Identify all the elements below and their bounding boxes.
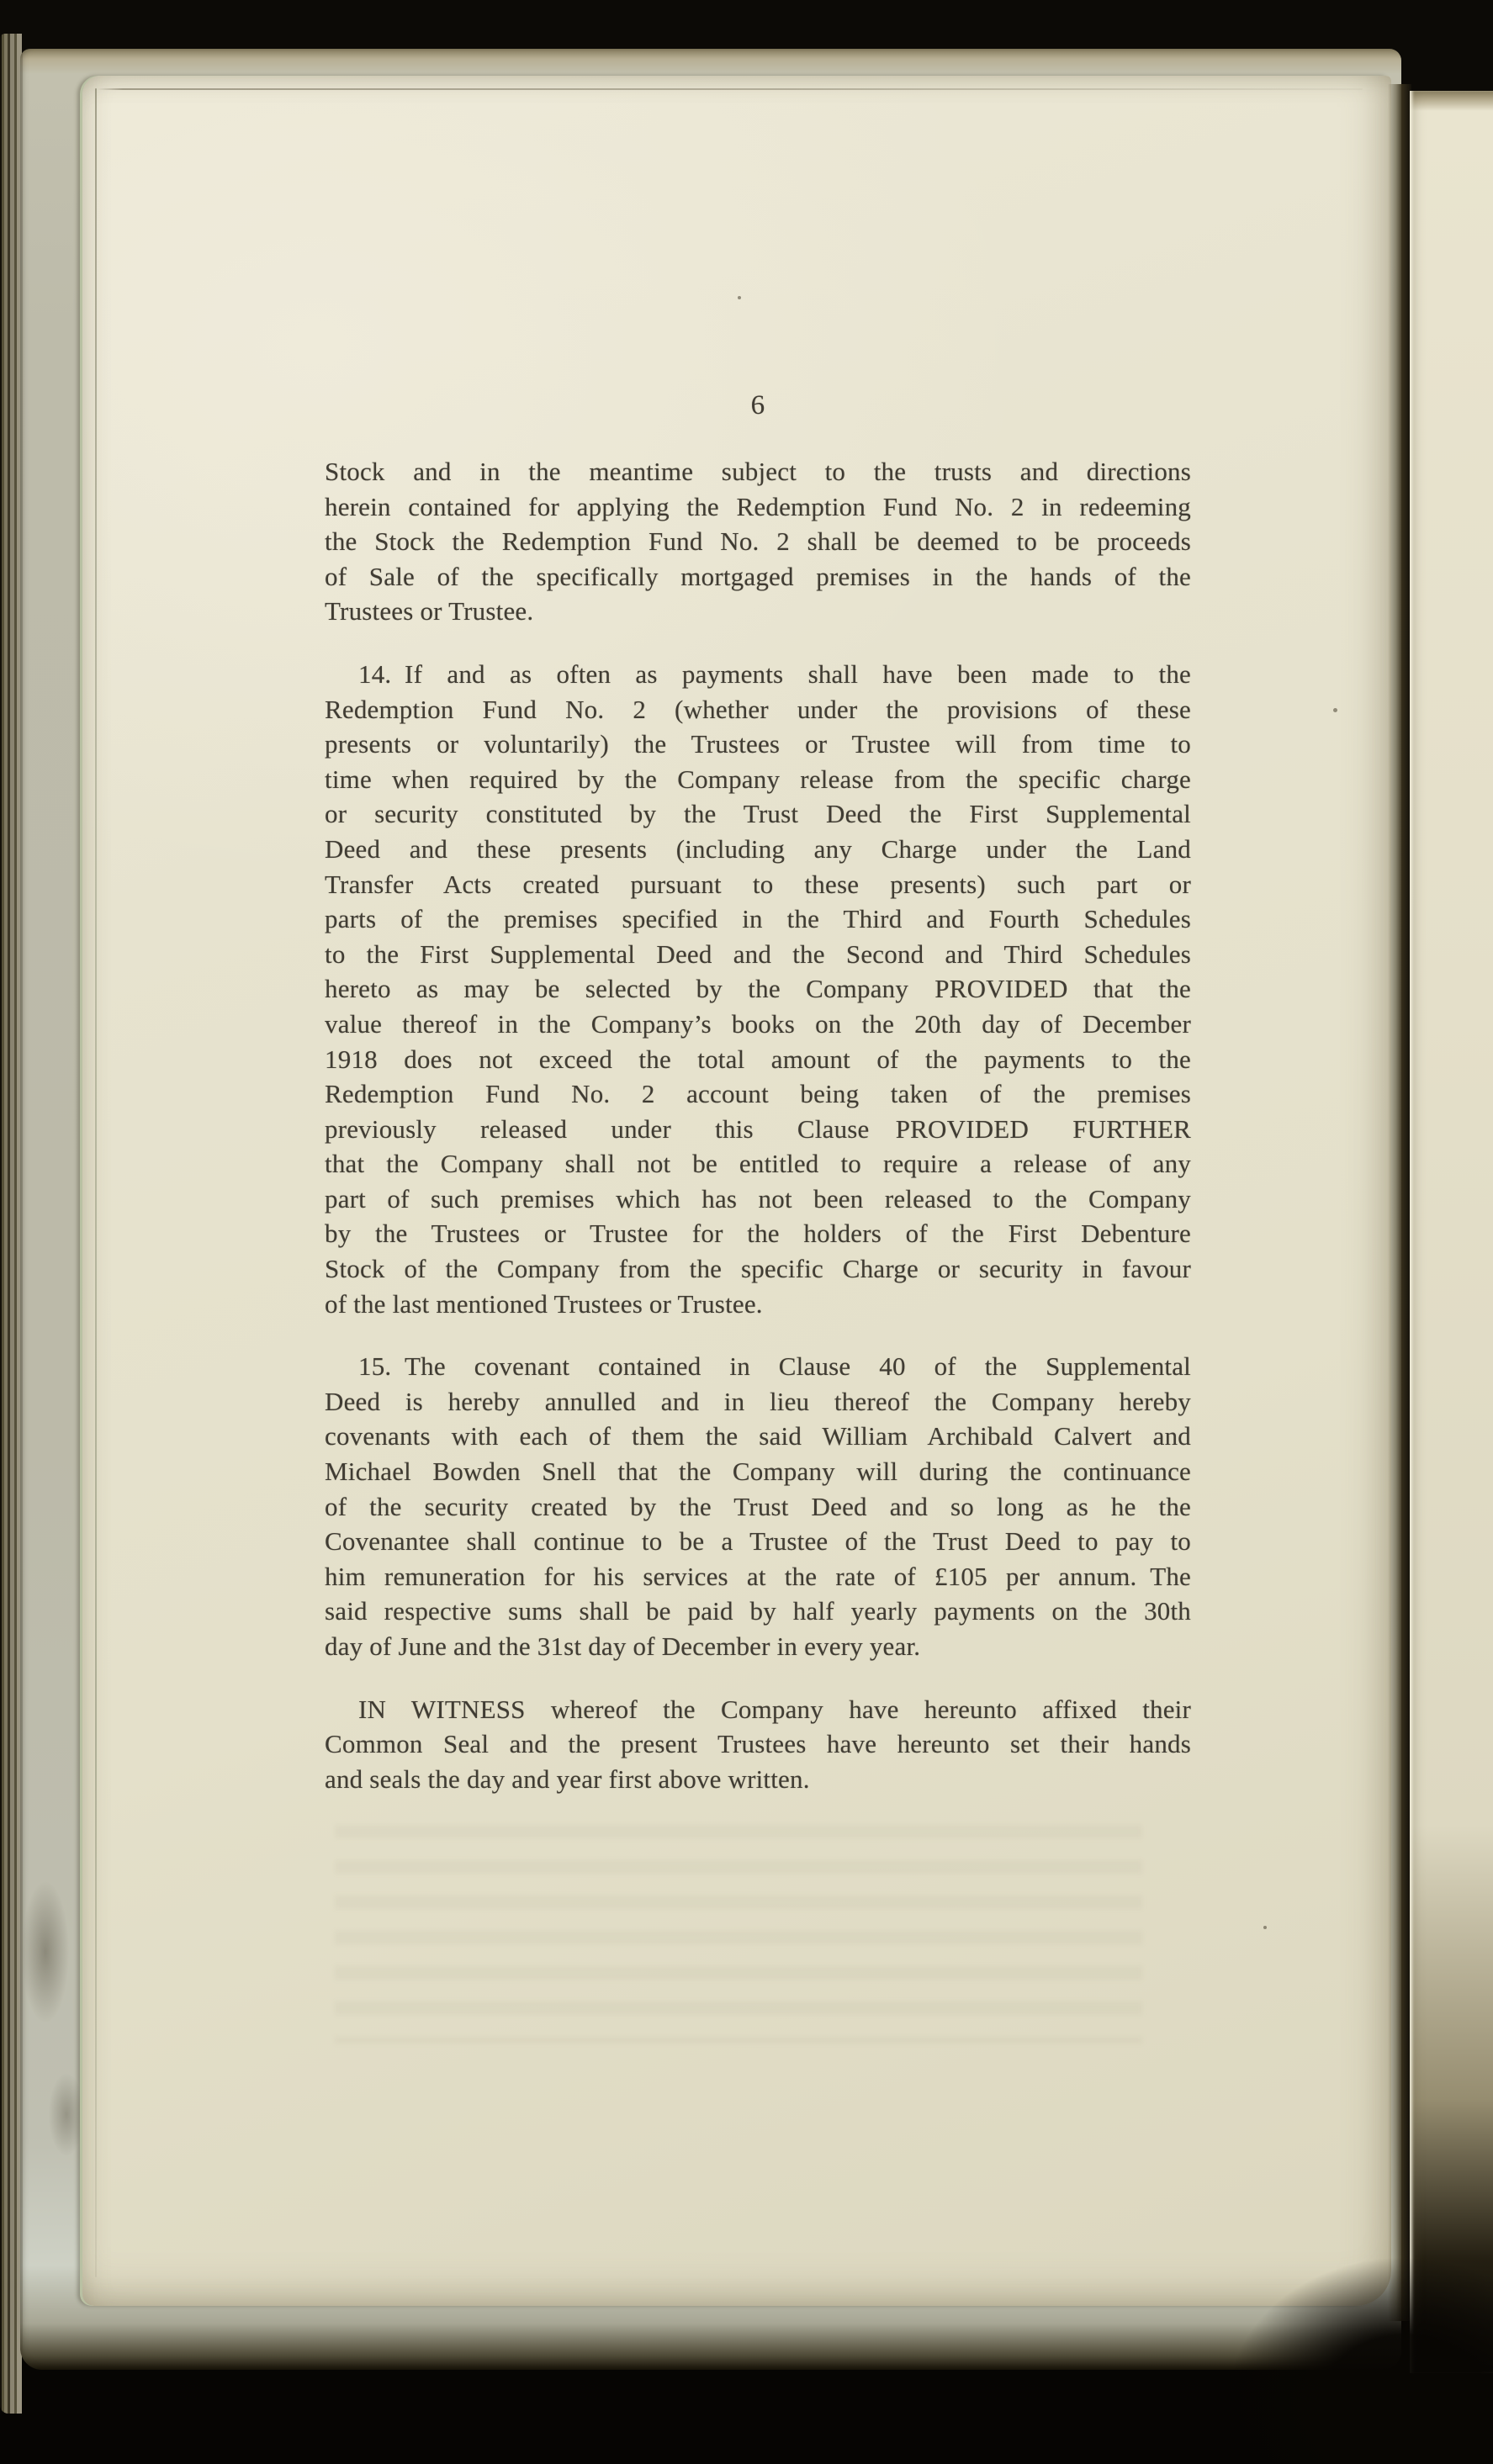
text-line: that the Company shall not be entitled to require a release of any [325,1149,1191,1179]
paragraph-in-witness [325,1692,1191,1797]
text-line: time when required by the Company release from the specific charge [325,764,1191,794]
text-line: 14. If and as often as payments shall have been made to the [358,658,1191,689]
book-gutter-shadow [1388,84,1411,2321]
text-line: Stock and in the meantime subject to the trusts and directions [325,457,1191,486]
book-page [82,76,1391,2306]
text-line: Stock of the Company from the specific Charge or security in favour [325,1254,1191,1284]
text-line: said respective sums shall be paid by half yearly payments on the 30th [325,1596,1191,1626]
text-line: Deed and these presents (including any Charge under the Land [325,833,1191,864]
left-page-stack-edge [0,34,22,2414]
text-line: herein contained for applying the Redemption Fund No. 2 in redeeming [325,491,1191,521]
text-line: him remuneration for his services at the rate of £105 per annum. The [325,1561,1191,1591]
text-line: 15. The covenant contained in Clause 40 of the Supplemental [358,1351,1191,1382]
text-line: Redemption Fund No. 2 account being taken of the premises [325,1079,1191,1109]
text-line: by the Trustees or Trustee for the holders of the First Debenture [325,1219,1191,1249]
text-line: of Sale of the specifically mortgaged premises in the hands of the [325,561,1191,591]
text-line: parts of the premises specified in the Third and Fourth Schedules [325,904,1191,934]
paragraph-clause-14 [325,657,1191,1321]
text-line: and seals the day and year first above written. [325,1763,810,1794]
text-line: Trustees or Trustee. [325,596,534,627]
text-line: Transfer Acts created pursuant to these presents) such part or [325,869,1191,899]
text-line: the Stock the Redemption Fund No. 2 shall be deemed to be proceeds [325,526,1191,557]
text-line: of the last mentioned Trustees or Trustee. [325,1288,763,1319]
paper-speck [1333,708,1337,712]
page-text-block [325,76,1191,1796]
text-line: hereto as may be selected by the Company PROVIDED that the [325,974,1191,1004]
text-line: or security constituted by the Trust Deed the First Supplemental [325,799,1191,829]
text-line: Deed is hereby annulled and in lieu thereof the Company hereby [325,1386,1191,1416]
next-page-sliver [1410,91,1493,2373]
text-line: part of such premises which has not been released to the Company [325,1183,1191,1213]
text-line: value thereof in the Company’s books on the 20th day of December [325,1008,1191,1039]
paragraph-continuation [325,454,1191,629]
text-line: previously released under this Clause PROVIDED FURTHER [325,1113,1191,1144]
text-line: Redemption Fund No. 2 (whether under the provisions of these [325,694,1191,724]
text-line: IN WITNESS whereof the Company have hereunto affixed their [358,1694,1191,1724]
reverse-print-show-through [335,1825,1142,2044]
text-line: of the security created by the Trust Deed and so long as he the [325,1491,1191,1521]
text-line: 1918 does not exceed the total amount of the payments to the [325,1044,1191,1074]
paragraph-clause-15 [325,1349,1191,1663]
text-line: Covenantee shall continue to be a Trustee of the Trust Deed to pay to [325,1526,1191,1557]
text-line: Common Seal and the present Trustees have hereunto set their hands [325,1729,1191,1759]
text-line: covenants with each of them the said William Archibald Calvert and [325,1421,1191,1451]
bottom-right-corner-shadow [1178,2186,1493,2464]
text-line: day of June and the 31st day of December in every year. [325,1631,921,1661]
sheet-edge-crease-left [95,88,97,2277]
text-line: to the First Supplemental Deed and the Second and Third Schedules [325,939,1191,969]
paper-speck [1263,1926,1267,1929]
text-line: presents or voluntarily) the Trustees or Trustee will from time to [325,729,1191,759]
text-line: Michael Bowden Snell that the Company will during the continuance [325,1457,1191,1487]
page-number: 6 [750,390,765,420]
